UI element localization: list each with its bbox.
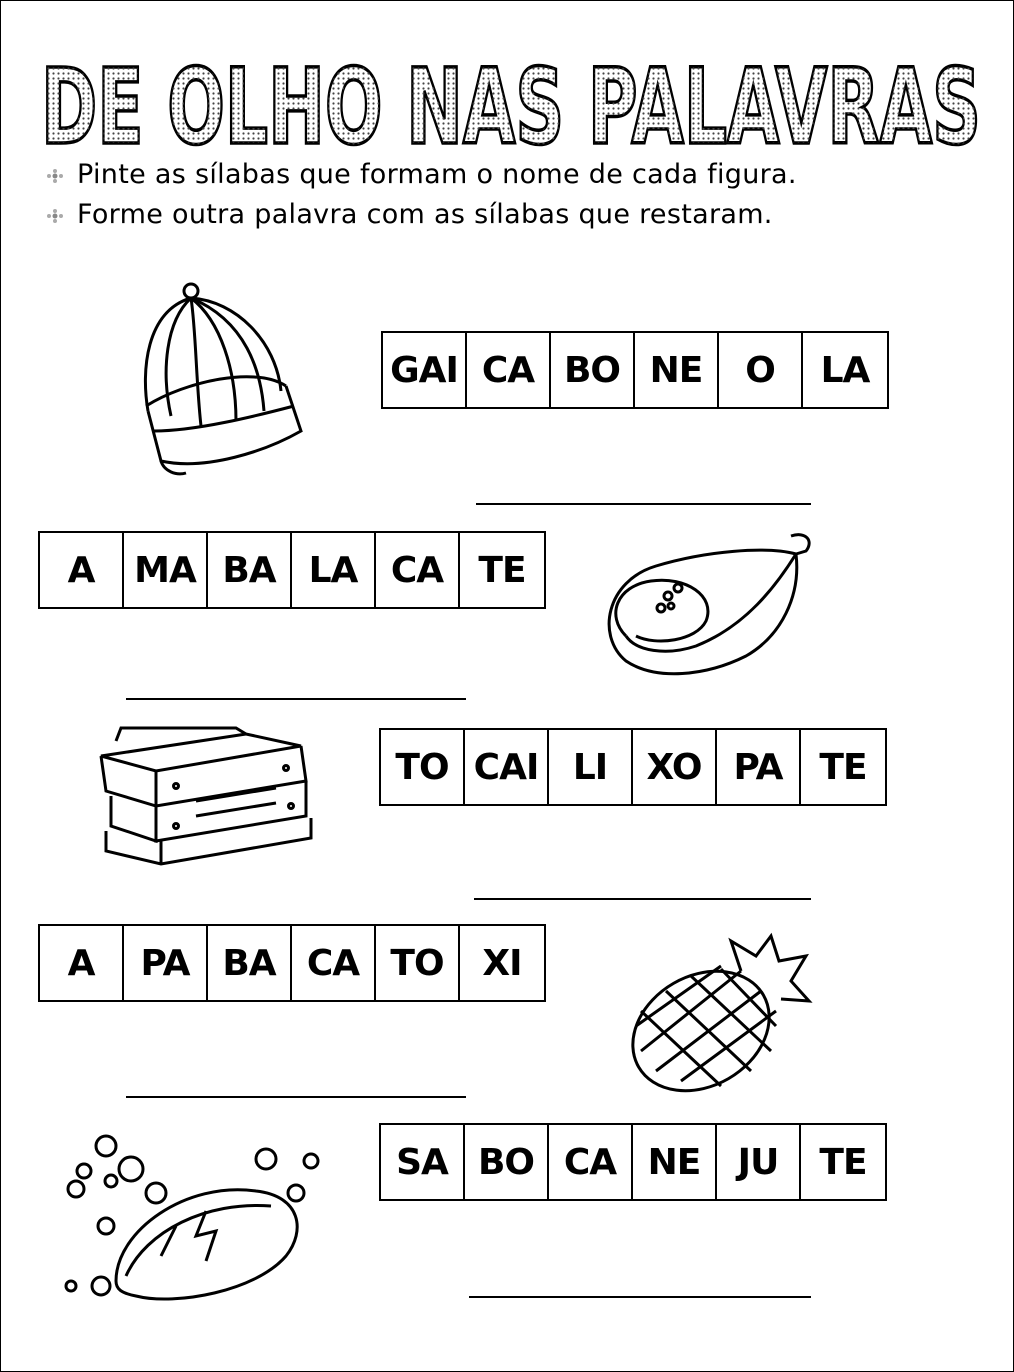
syllable-boxes-row-2 xyxy=(38,531,546,609)
syllable-box[interactable]: TE xyxy=(478,549,526,591)
syllable-box[interactable]: CA xyxy=(376,533,460,607)
syllable-box[interactable]: GAI xyxy=(383,333,467,407)
syllable-box[interactable]: BA xyxy=(208,926,292,1000)
instruction-1: Pinte as sílabas que formam o nome de cada figura. xyxy=(41,159,797,190)
answer-line-4[interactable] xyxy=(126,1096,466,1098)
crate-icon xyxy=(96,726,321,870)
syllable-box[interactable]: NE xyxy=(633,1125,717,1199)
syllable-box[interactable]: A xyxy=(40,926,124,1000)
syllable-box[interactable]: MA xyxy=(124,533,208,607)
syllable-box[interactable]: O xyxy=(719,333,803,407)
syllable-boxes-row-1 xyxy=(381,331,889,409)
syllable-box[interactable]: CA xyxy=(549,1125,633,1199)
syllable-box[interactable]: SA xyxy=(381,1125,465,1199)
syllable-boxes-row-5 xyxy=(379,1123,887,1201)
papaya-icon xyxy=(596,526,821,690)
syllable-box[interactable]: CA xyxy=(292,926,376,1000)
syllable-box[interactable]: CAI xyxy=(465,730,549,804)
syllable-box[interactable]: LI xyxy=(549,730,633,804)
syllable-box[interactable]: A xyxy=(40,533,124,607)
answer-line-2[interactable] xyxy=(126,698,466,700)
syllable-box[interactable]: TE xyxy=(819,1141,867,1183)
instruction-2: Forme outra palavra com as sílabas que restaram. xyxy=(41,199,773,230)
syllable-box[interactable]: JU xyxy=(717,1125,801,1199)
syllable-box[interactable]: BO xyxy=(465,1125,549,1199)
answer-line-5[interactable] xyxy=(469,1296,811,1298)
syllable-box[interactable]: NE xyxy=(635,333,719,407)
soap-icon xyxy=(56,1131,336,1310)
page-title xyxy=(31,51,991,163)
syllable-box[interactable]: BA xyxy=(208,533,292,607)
syllable-box[interactable]: XI xyxy=(482,942,522,984)
syllable-box[interactable]: TO xyxy=(381,730,465,804)
syllable-box[interactable]: BO xyxy=(551,333,635,407)
syllable-box[interactable]: TE xyxy=(819,746,867,788)
svg-text:DE OLHO NAS PALAVRAS: DE OLHO NAS PALAVRAS xyxy=(41,51,981,163)
pineapple-icon xyxy=(621,931,816,1100)
syllable-box[interactable]: CA xyxy=(467,333,551,407)
flower-bullet-icon xyxy=(41,167,69,185)
cage-icon xyxy=(136,281,306,485)
syllable-boxes-row-3 xyxy=(379,728,887,806)
answer-line-1[interactable] xyxy=(476,503,811,505)
syllable-boxes-row-4 xyxy=(38,924,546,1002)
syllable-box[interactable]: PA xyxy=(124,926,208,1000)
syllable-box[interactable]: PA xyxy=(717,730,801,804)
flower-bullet-icon xyxy=(41,207,69,225)
syllable-box[interactable]: LA xyxy=(820,349,870,391)
answer-line-3[interactable] xyxy=(474,898,811,900)
syllable-box[interactable]: LA xyxy=(292,533,376,607)
syllable-box[interactable]: TO xyxy=(376,926,460,1000)
syllable-box[interactable]: XO xyxy=(633,730,717,804)
